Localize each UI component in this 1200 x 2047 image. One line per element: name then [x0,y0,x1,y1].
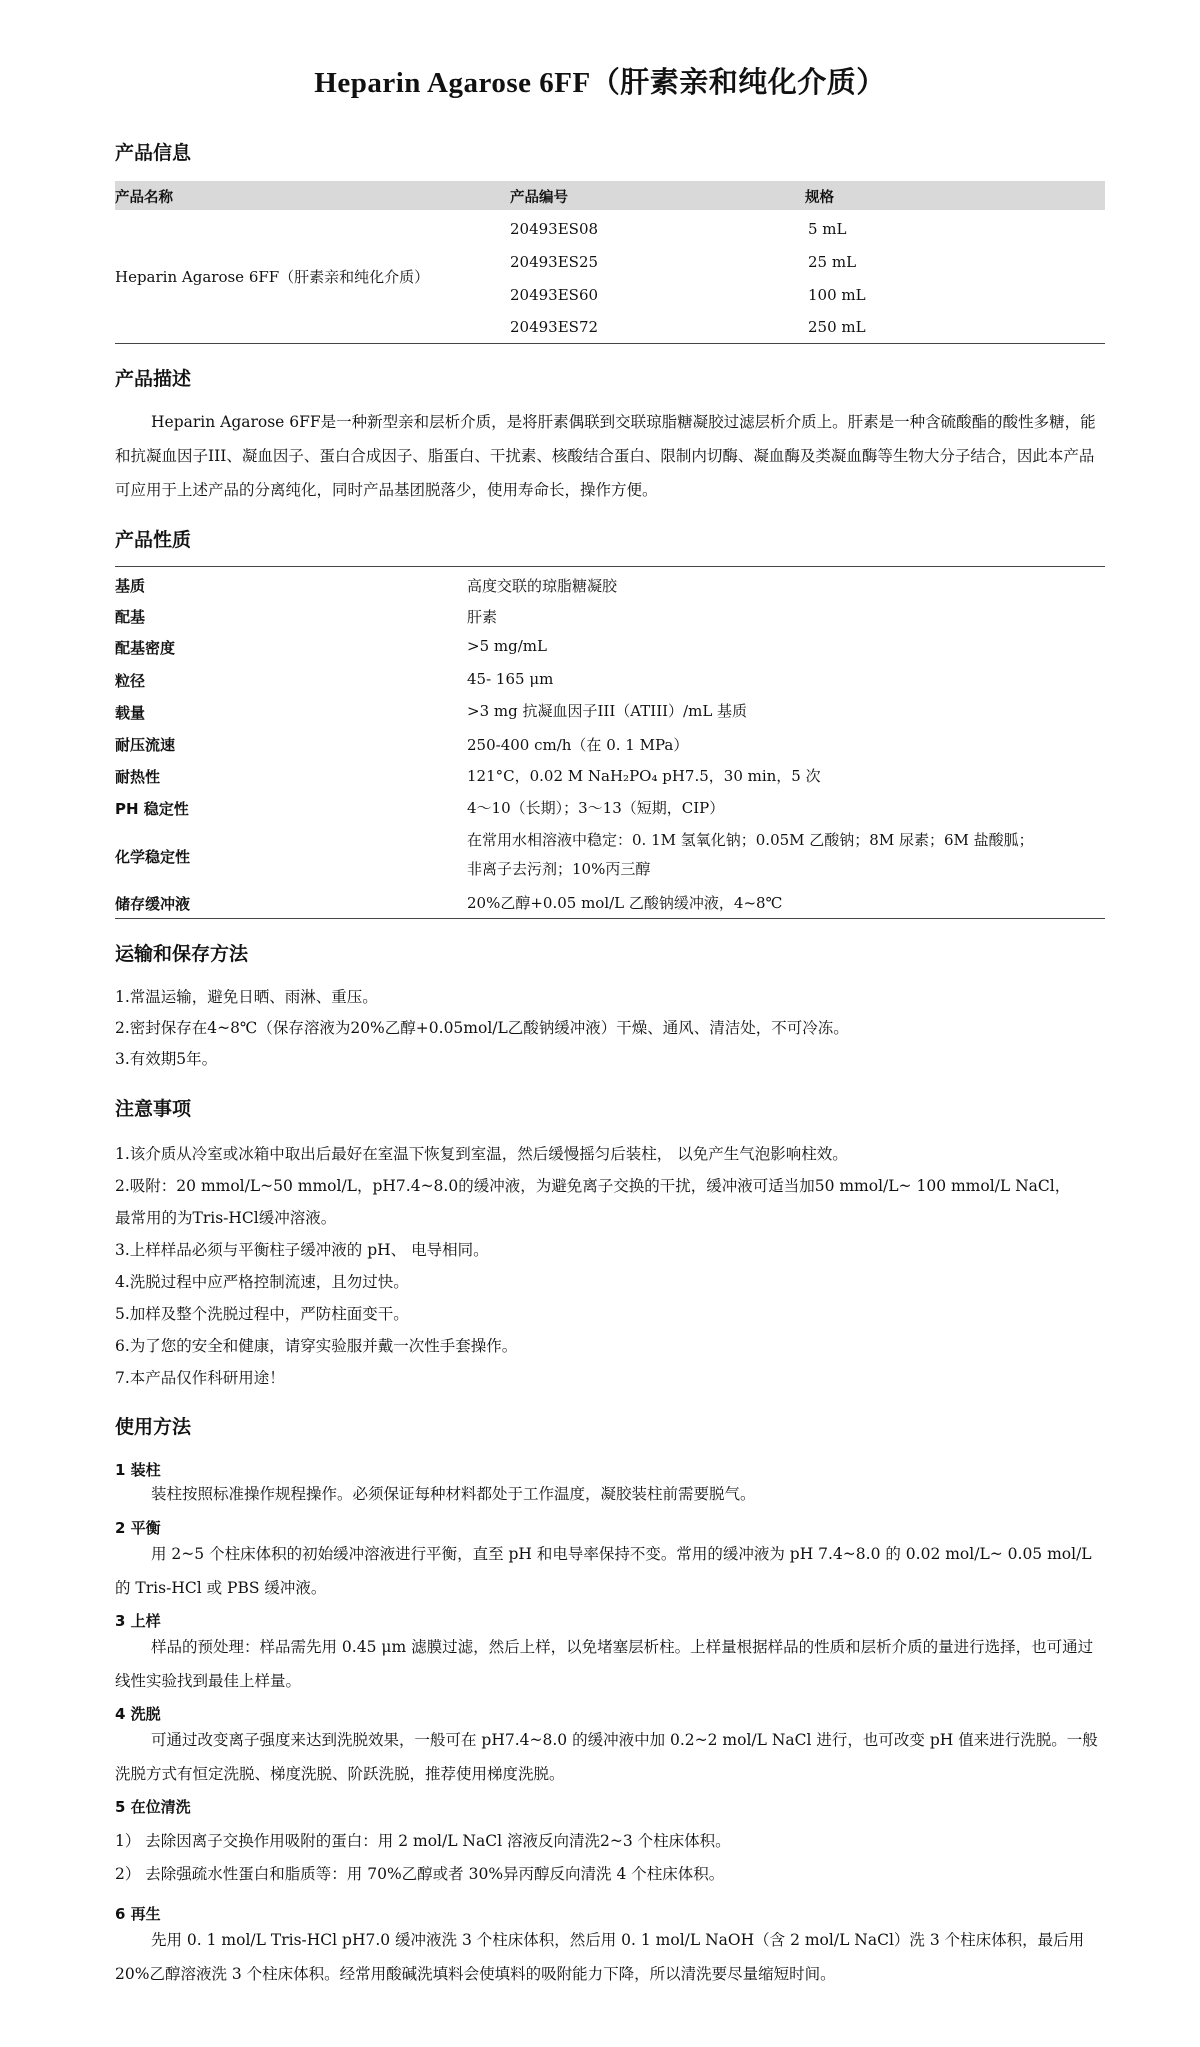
storage-item-1: 1.常温运输，避免日晒、雨淋、重压。 [115,988,378,1006]
prop-value-chemical-stability-1: 在常用水相溶液中稳定：0. 1M 氢氧化钠；0.05M 乙酸钠；8M 尿素；6M 盐酸胍； [467,831,1034,849]
prop-value-capacity: >3 mg 抗凝血因子III（ATIII）/mL 基质 [467,702,748,720]
section-heading-description: 产品描述 [115,368,192,390]
usage-step-6-paragraph [115,1923,1105,1991]
usage-step-5-item-2: 2） 去除强疏水性蛋白和脂质等：用 70%乙醇或者 30%异丙醇反向清洗 4 个柱床体积。 [115,1865,725,1883]
prop-value-matrix: 高度交联的琼脂糖凝胶 [467,577,618,595]
info-col-code: 产品编号 [510,190,568,206]
section-heading-notes: 注意事项 [115,1098,192,1120]
usage-step-4-paragraph [115,1723,1105,1791]
info-col-name: 产品名称 [115,190,173,206]
prop-value-particle-size: 45- 165 μm [467,670,554,688]
notes-item-3: 3.上样样品必须与平衡柱子缓冲液的 pH、 电导相同。 [115,1241,489,1259]
storage-item-3: 3.有效期5年。 [115,1050,218,1068]
usage-step-5-title: 5 在位清洗 [115,1798,191,1816]
notes-item-2-cont: 最常用的为Tris-HCl缓冲溶液。 [115,1209,337,1227]
prop-value-flow-rate: 250-400 cm/h（在 0. 1 MPa） [467,736,689,754]
usage-step-3-title: 3 上样 [115,1612,161,1630]
info-code-1: 20493ES08 [510,220,599,238]
info-code-2: 20493ES25 [510,253,599,271]
section-heading-usage: 使用方法 [115,1416,192,1438]
info-spec-2: 25 mL [808,253,857,271]
prop-key-ligand-density: 配基密度 [115,639,176,657]
prop-key-ligand: 配基 [115,608,146,626]
usage-step-5-item-1: 1） 去除因离子交换作用吸附的蛋白：用 2 mol/L NaCl 溶液反向清洗2~3 个柱床体积。 [115,1832,731,1850]
notes-item-6: 6.为了您的安全和健康，请穿实验服并戴一次性手套操作。 [115,1337,518,1355]
info-code-4: 20493ES72 [510,318,599,336]
info-code-3: 20493ES60 [510,286,599,304]
section-heading-properties: 产品性质 [115,529,192,551]
usage-step-6-title: 6 再生 [115,1905,161,1923]
prop-value-ligand-density: >5 mg/mL [467,637,547,655]
section-heading-info: 产品信息 [115,142,192,164]
info-product-name: Heparin Agarose 6FF（肝素亲和纯化介质） [115,268,430,286]
description-paragraph [115,405,1105,507]
prop-key-chemical-stability: 化学稳定性 [115,848,191,866]
info-table-header [115,181,1105,210]
prop-key-ph-stability: PH 稳定性 [115,800,189,818]
info-spec-3: 100 mL [808,286,866,304]
info-col-spec: 规格 [805,190,834,206]
storage-item-2: 2.密封保存在4~8℃（保存溶液为20%乙醇+0.05mol/L乙酸钠缓冲液）干燥、通风、清洁处，不可冷冻。 [115,1019,849,1037]
usage-step-2-title: 2 平衡 [115,1519,161,1537]
prop-value-heat-stability: 121°C，0.02 M NaH₂PO₄ pH7.5，30 min，5 次 [467,767,821,785]
notes-item-4: 4.洗脱过程中应严格控制流速，且勿过快。 [115,1273,409,1291]
usage-step-1-title: 1 装柱 [115,1461,161,1479]
prop-value-ligand: 肝素 [467,608,498,626]
usage-step-2-paragraph [115,1537,1105,1605]
usage-step-6-text: 先用 0. 1 mol/L Tris-HCl pH7.0 缓冲液洗 3 个柱床体积，然后用 0. 1 mol/L NaOH（含 2 mol/L NaCl）洗 3 个柱床体积，最后用 20%乙醇溶液洗 3 个柱床体积。经常用酸碱洗填料会使填料的吸附能力下降，所以清洗要尽量缩短时间。 [115,1931,1085,1983]
prop-value-storage-buffer: 20%乙醇+0.05 mol/L 乙酸钠缓冲液，4~8℃ [467,894,783,912]
usage-step-2-text: 用 2~5 个柱床体积的初始缓冲溶液进行平衡，直至 pH 和电导率保持不变。常用的缓冲液为 pH 7.4~8.0 的 0.02 mol/L~ 0.05 mol/L 的 Tris-HCl 或 PBS 缓冲液。 [115,1545,1092,1597]
usage-step-3-text: 样品的预处理：样品需先用 0.45 μm 滤膜过滤，然后上样，以免堵塞层析柱。上样量根据样品的性质和层析介质的量进行选择，也可通过线性实验找到最佳上样量。 [115,1638,1094,1690]
usage-step-4-title: 4 洗脱 [115,1705,161,1723]
description-text: Heparin Agarose 6FF是一种新型亲和层析介质，是将肝素偶联到交联琼脂糖凝胶过滤层析介质上。肝素是一种含硫酸酯的酸性多糖，能和抗凝血因子III、凝血因子、蛋白合成因子、脂蛋白、干扰素、核酸结合蛋白、限制内切酶、凝血酶及类凝血酶等生物大分子结合，因此本产品可应用于上述产品的分离纯化，同时产品基团脱落少，使用寿命长，操作方便。 [115,413,1096,499]
prop-key-matrix: 基质 [115,577,146,595]
document-title: Heparin Agarose 6FF（肝素亲和纯化介质） [314,67,886,99]
prop-key-storage-buffer: 储存缓冲液 [115,895,191,913]
info-spec-1: 5 mL [808,220,847,238]
prop-value-ph-stability: 4～10（长期）；3～13（短期，CIP） [467,799,725,817]
prop-value-chemical-stability-2: 非离子去污剂；10%丙三醇 [467,860,651,878]
notes-item-7: 7.本产品仅作科研用途！ [115,1369,285,1387]
usage-step-3-paragraph [115,1630,1105,1698]
usage-step-4-text: 可通过改变离子强度来达到洗脱效果，一般可在 pH7.4~8.0 的缓冲液中加 0.2~2 mol/L NaCl 进行，也可改变 pH 值来进行洗脱。一般洗脱方式有恒定洗脱、梯度洗脱、阶跃洗脱，推荐使用梯度洗脱。 [115,1731,1098,1783]
notes-item-5: 5.加样及整个洗脱过程中，严防柱面变干。 [115,1305,409,1323]
prop-key-particle-size: 粒径 [115,672,146,690]
section-heading-storage: 运输和保存方法 [115,943,249,965]
prop-key-capacity: 载量 [115,704,146,722]
prop-key-heat-stability: 耐热性 [115,768,161,786]
properties-table-top-rule [115,566,1105,567]
notes-item-1: 1.该介质从冷室或冰箱中取出后最好在室温下恢复到室温，然后缓慢摇匀后装柱， 以免产生气泡影响柱效。 [115,1145,848,1163]
info-spec-4: 250 mL [808,318,866,336]
usage-step-1-text: 装柱按照标准操作规程操作。必须保证每种材料都处于工作温度，凝胶装柱前需要脱气。 [151,1485,756,1503]
info-table-bottom-rule [115,343,1105,344]
prop-key-flow-rate: 耐压流速 [115,736,176,754]
notes-item-2: 2.吸附：20 mmol/L~50 mmol/L，pH7.4~8.0的缓冲液，为避免离子交换的干扰，缓冲液可适当加50 mmol/L~ 100 mmol/L NaCl， [115,1177,1071,1195]
usage-step-1-paragraph [115,1477,1105,1511]
properties-table-bottom-rule [115,918,1105,919]
